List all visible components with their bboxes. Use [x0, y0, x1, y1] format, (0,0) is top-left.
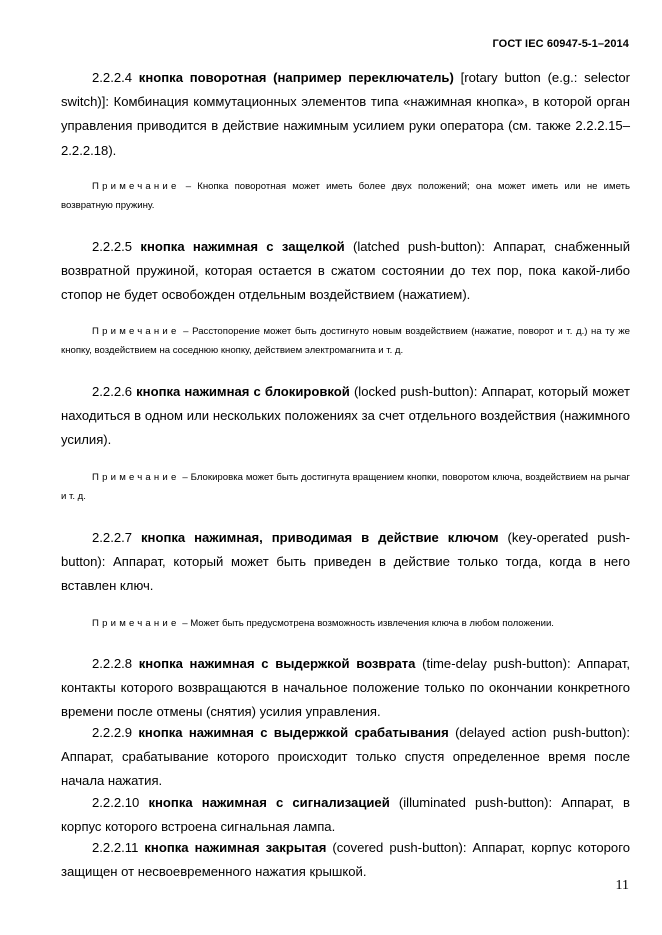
term: кнопка нажимная с защелкой [140, 239, 345, 254]
term: кнопка нажимная с блокировкой [136, 384, 350, 399]
note-text: – Может быть предусмотрена возможность извлечения ключа в любом положении. [182, 618, 554, 629]
clause-number: 2.2.2.6 [92, 384, 133, 399]
note-2 [61, 323, 630, 360]
term: кнопка нажимная с выдержкой срабатывания [138, 725, 449, 740]
note-text: – Расстопорение может быть достигнуто новым воздействием (нажатие, поворот и т. д.) на ту же кнопку, воздействием на соседнюю кнопку, действием электромагнита и т. д. [61, 326, 630, 356]
paragraph-2-2-2-10 [61, 791, 630, 839]
clause-number: 2.2.2.8 [92, 656, 133, 671]
paragraph-2-2-2-11 [61, 836, 630, 884]
definition: [rotary button (e.g.: selector switch)]: Комбинация коммутационных элементов типа «нажимная кнопка», в которой орган управления приводится в действие нажимным усилием руки оператора (см. также 2.2.2.15–2.2.2.18). [61, 70, 630, 158]
document-header: ГОСТ IEC 60947-5-1–2014 [492, 38, 629, 50]
paragraph-2-2-2-6 [61, 380, 630, 453]
clause-number: 2.2.2.11 [92, 840, 139, 855]
definition: (illuminated push-button): Аппарат, в корпус которого встроена сигнальная лампа. [61, 795, 631, 835]
definition: (time-delay push-button): Аппарат, контакты которого возвращаются в начальное положение только по окончании конкретного времени после отмены (снятия) усилия управления. [61, 656, 630, 720]
note-label: Примечание [92, 326, 180, 337]
clause-number: 2.2.2.4 [92, 70, 133, 85]
term: кнопка нажимная с выдержкой возврата [138, 656, 416, 671]
term: кнопка нажимная закрытая [144, 840, 327, 855]
note-text: – Кнопка поворотная может иметь более двух положений; она может иметь или не иметь возвратную пружину. [61, 181, 631, 211]
note-label: Примечание [92, 472, 180, 483]
clause-number: 2.2.2.7 [92, 530, 133, 545]
note-4 [61, 615, 630, 634]
term: кнопка поворотная (например переключатель) [138, 70, 454, 85]
term: кнопка нажимная, приводимая в действие ключом [140, 530, 499, 545]
note-label: Примечание [92, 618, 180, 629]
definition: (delayed action push-button): Аппарат, срабатывание которого происходит только спустя определенное время после начала нажатия. [61, 725, 630, 789]
term: кнопка нажимная с сигнализацией [148, 795, 390, 810]
definition: (latched push-button): Аппарат, снабженный возвратной пружиной, которая остается в сжатом состоянии до тех пор, пока какой-либо стопор не будет освобожден отдельным воздействием (нажатием). [61, 239, 631, 303]
paragraph-2-2-2-7 [61, 526, 630, 599]
note-label: Примечание [92, 181, 180, 192]
paragraph-2-2-2-8 [61, 652, 630, 725]
note-text: – Блокировка может быть достигнута вращением кнопки, поворотом ключа, воздействием на рычаг и т. д. [61, 472, 630, 502]
clause-number: 2.2.2.5 [92, 239, 133, 254]
definition: (locked push-button): Аппарат, который может находиться в одном или нескольких положениях за счет отдельного воздействия (нажимного усилия). [61, 384, 631, 448]
clause-number: 2.2.2.10 [92, 795, 140, 810]
definition: (covered push-button): Аппарат, корпус которого защищен от несвоевременного нажатия крышкой. [61, 840, 630, 880]
paragraph-2-2-2-9 [61, 721, 630, 794]
paragraph-2-2-2-4 [61, 66, 630, 163]
note-3 [61, 469, 630, 506]
definition: (key-operated push-button): Аппарат, который может быть приведен в действие только тогда, когда в него вставлен ключ. [61, 530, 631, 594]
note-1 [61, 178, 630, 215]
clause-number: 2.2.2.9 [92, 725, 133, 740]
paragraph-2-2-2-5 [61, 235, 630, 308]
page-number: 11 [615, 878, 629, 893]
